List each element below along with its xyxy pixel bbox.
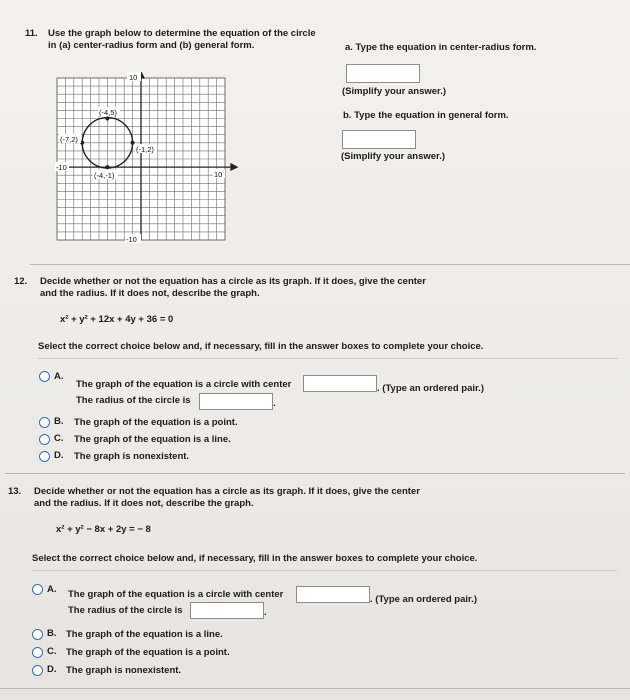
point-right (131, 141, 135, 145)
q13-choice-a-text: The graph of the equation is a circle with center (68, 589, 284, 600)
q12-choice-d-letter: D. (54, 450, 64, 461)
q11-center-radius-input[interactable] (346, 64, 420, 83)
q13-prompt-line1: Decide whether or not the equation has a circle as its graph. If it does, give the center (34, 486, 420, 497)
q12-number: 12. (14, 276, 28, 287)
axis-label-bottom: -10 (126, 235, 137, 244)
q13-choice-d-radio[interactable] (32, 665, 43, 676)
q11-part-b-hint: (Simplify your answer.) (341, 151, 445, 162)
point-bottom (105, 165, 109, 169)
q12-choice-a-radio[interactable] (39, 371, 50, 382)
q12-choice-d-radio[interactable] (39, 451, 50, 462)
q11-number: 11. (25, 28, 38, 39)
q13-radius-period: . (264, 607, 267, 618)
q12-center-input[interactable] (303, 375, 377, 392)
q12-choice-b-radio[interactable] (39, 417, 50, 428)
q12-choice-a-letter: A. (54, 371, 64, 382)
q11-part-a-label: a. Type the equation in center-radius form. (345, 42, 537, 53)
q13-prompt-line2: and the radius. If it does not, describe the graph. (34, 498, 254, 509)
axis-label-right: 10 (214, 170, 223, 179)
q12-choice-c-text: The graph of the equation is a line. (74, 434, 231, 445)
q13-choice-b-radio[interactable] (32, 629, 43, 640)
q12-radius-label: The radius of the circle is (76, 395, 191, 406)
q12-instruction: Select the correct choice below and, if necessary, fill in the answer boxes to complete your choice. (38, 341, 484, 352)
q11-part-a-hint: (Simplify your answer.) (342, 86, 446, 97)
q13-equation: x² + y² − 8x + 2y = − 8 (56, 524, 151, 535)
q13-number: 13. (8, 486, 22, 497)
point-top (105, 117, 109, 121)
q13-choice-a-radio[interactable] (32, 584, 43, 595)
q11-part-b-label: b. Type the equation in general form. (343, 110, 509, 121)
point-label-left: (-7,2) (60, 135, 78, 144)
q13-choice-d-letter: D. (47, 664, 57, 675)
q12-choice-a-text: The graph of the equation is a circle with center (76, 379, 292, 390)
q13-radius-label: The radius of the circle is (68, 605, 183, 616)
q13-choice-c-text: The graph of the equation is a point. (66, 647, 230, 658)
q12-prompt-line1: Decide whether or not the equation has a circle as its graph. If it does, give the center (40, 276, 426, 287)
q12-choice-b-letter: B. (54, 416, 64, 427)
q12-choice-b-text: The graph of the equation is a point. (74, 417, 238, 428)
point-label-right: (-1,2) (136, 145, 154, 154)
divider-q11 (30, 264, 630, 265)
q13-choice-c-letter: C. (47, 646, 57, 657)
q12-radius-period: . (273, 398, 276, 409)
q12-equation: x² + y² + 12x + 4y + 36 = 0 (60, 314, 174, 325)
divider-q12-instruction (38, 358, 618, 359)
q11-prompt-line1: Use the graph below to determine the equation of the circle (48, 28, 316, 39)
q12-choice-d-text: The graph is nonexistent. (74, 451, 190, 462)
q12-prompt-line2: and the radius. If it does not, describe the graph. (40, 288, 260, 299)
q13-choice-c-radio[interactable] (32, 647, 43, 658)
q11-prompt-line2: in (a) center-radius form and (b) general form. (48, 40, 255, 51)
q13-choice-a-letter: A. (47, 584, 57, 595)
point-label-bottom: (-4,-1) (94, 171, 115, 180)
q12-choice-a-hint: . (Type an ordered pair.) (377, 383, 484, 394)
divider-q13-instruction (32, 570, 617, 571)
q11-circle-graph (55, 72, 240, 244)
q13-instruction: Select the correct choice below and, if necessary, fill in the answer boxes to complete your choice. (32, 553, 478, 564)
axis-label-top: 10 (129, 73, 138, 82)
q12-choice-c-letter: C. (54, 433, 64, 444)
point-label-top: (-4,5) (99, 108, 117, 117)
q12-radius-input[interactable] (199, 393, 273, 410)
q13-center-input[interactable] (296, 586, 370, 603)
q11-general-form-input[interactable] (342, 130, 416, 149)
divider-q13 (0, 688, 630, 689)
q13-choice-d-text: The graph is nonexistent. (66, 665, 182, 676)
q13-radius-input[interactable] (190, 602, 264, 619)
q13-choice-b-letter: B. (47, 628, 57, 639)
q13-choice-a-hint: . (Type an ordered pair.) (370, 594, 477, 605)
q13-choice-b-text: The graph of the equation is a line. (66, 629, 223, 640)
divider-q12 (5, 473, 625, 474)
q12-choice-c-radio[interactable] (39, 434, 50, 445)
axis-label-left: -10 (56, 163, 67, 172)
